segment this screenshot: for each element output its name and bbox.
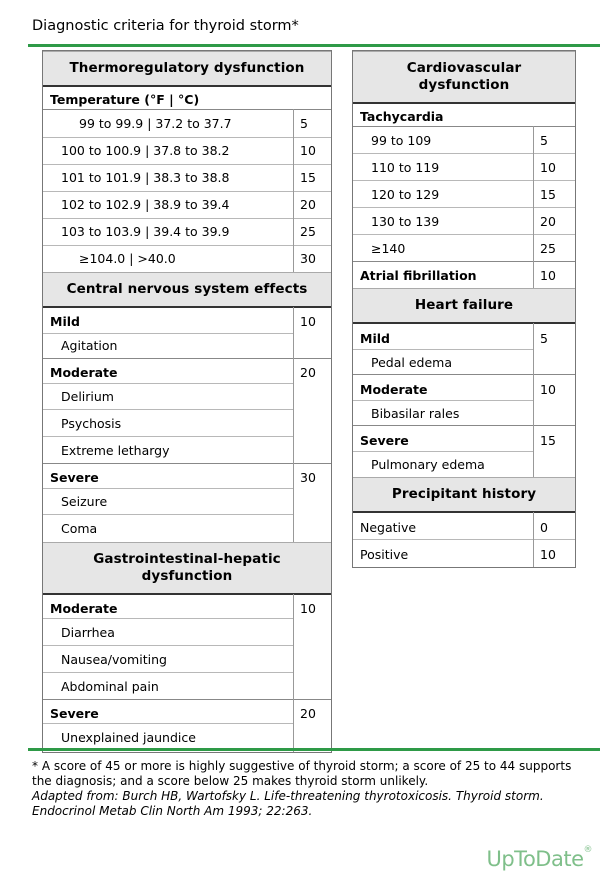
thermo-header: Thermoregulatory dysfunction	[43, 51, 331, 87]
thermo-row-label: ≥104.0 | >40.0	[79, 251, 176, 266]
gi-moderate-points: 10	[300, 601, 316, 616]
hf-item: Pulmonary edema	[371, 457, 485, 472]
thermo-row-points: 30	[300, 251, 316, 266]
cardio-row-points: 25	[540, 241, 556, 256]
hf-item: Bibasilar rales	[371, 406, 460, 421]
cns-header: Central nervous system effects	[43, 272, 331, 308]
hf-item: Pedal edema	[371, 355, 452, 370]
thermo-row-label: 103 to 103.9 | 39.4 to 39.9	[61, 224, 230, 239]
cns-moderate-points: 20	[300, 365, 316, 380]
cns-item: Seizure	[61, 494, 108, 509]
cardio-row-points: 5	[540, 133, 548, 148]
bottom-divider	[28, 748, 600, 751]
page-title: Diagnostic criteria for thyroid storm*	[32, 18, 299, 34]
cns-item: Delirium	[61, 389, 114, 404]
right-table	[352, 50, 576, 568]
thermo-row-label: 101 to 101.9 | 38.3 to 38.8	[61, 170, 230, 185]
hf-mild-points: 5	[540, 331, 548, 346]
cns-moderate-label: Moderate	[50, 365, 118, 380]
top-divider	[28, 44, 600, 47]
gi-item: Abdominal pain	[61, 679, 159, 694]
cns-severe-points: 30	[300, 470, 316, 485]
cns-item: Extreme lethargy	[61, 443, 170, 458]
footnote-source: Adapted from: Burch HB, Wartofsky L. Life-threatening thyrotoxicosis. Thyroid storm. Endocrinol Metab Clin North Am 1993; 22:263.	[32, 789, 544, 818]
thermo-row-label: 100 to 100.9 | 37.8 to 38.2	[61, 143, 230, 158]
cardio-row-label: 130 to 139	[371, 214, 440, 229]
left-table	[42, 50, 332, 753]
footnote-score-text: * A score of 45 or more is highly suggestive of thyroid storm; a score of 25 to 44 supports the diagnosis; and a score below 25 makes thyroid storm unlikely.	[32, 759, 572, 788]
cardio-row-label: 99 to 109	[371, 133, 432, 148]
gi-severe-points: 20	[300, 706, 316, 721]
afib-label: Atrial fibrillation	[360, 268, 477, 283]
hf-severe-label: Severe	[360, 433, 409, 448]
hf-severe-points: 15	[540, 433, 556, 448]
hf-moderate-label: Moderate	[360, 382, 428, 397]
footnote	[32, 759, 572, 819]
uptodate-logo: UpToDate®	[486, 845, 592, 871]
gi-item: Unexplained jaundice	[61, 730, 196, 745]
cardio-header: Cardiovascular dysfunction	[353, 51, 575, 104]
cns-severe-label: Severe	[50, 470, 99, 485]
precip-header: Precipitant history	[353, 477, 575, 513]
hf-header: Heart failure	[353, 288, 575, 324]
afib-points: 10	[540, 268, 556, 283]
thermo-row-label: 99 to 99.9 | 37.2 to 37.7	[79, 116, 232, 131]
cns-item: Agitation	[61, 338, 118, 353]
gi-item: Diarrhea	[61, 625, 115, 640]
precip-row-points: 0	[540, 520, 548, 535]
cardio-row-points: 10	[540, 160, 556, 175]
cns-item: Coma	[61, 521, 98, 536]
cardio-row-label: 110 to 119	[371, 160, 440, 175]
cardio-row-label: ≥140	[371, 241, 406, 256]
cns-item: Psychosis	[61, 416, 122, 431]
thermo-row-points: 25	[300, 224, 316, 239]
thermo-row-points: 15	[300, 170, 316, 185]
precip-row-points: 10	[540, 547, 556, 562]
thermo-row-points: 20	[300, 197, 316, 212]
cardio-row-points: 15	[540, 187, 556, 202]
gi-header: Gastrointestinal-hepatic dysfunction	[43, 542, 331, 595]
precip-row-label: Negative	[360, 520, 417, 535]
gi-item: Nausea/vomiting	[61, 652, 167, 667]
gi-moderate-label: Moderate	[50, 601, 118, 616]
cardio-row-label: 120 to 129	[371, 187, 440, 202]
tachycardia-group-label: Tachycardia	[360, 109, 444, 124]
cardio-row-points: 20	[540, 214, 556, 229]
cns-mild-label: Mild	[50, 314, 80, 329]
hf-moderate-points: 10	[540, 382, 556, 397]
thermo-row-points: 5	[300, 116, 308, 131]
cns-mild-points: 10	[300, 314, 316, 329]
thermo-row-label: 102 to 102.9 | 38.9 to 39.4	[61, 197, 230, 212]
temperature-group-label: Temperature (°F | °C)	[50, 92, 200, 107]
thermo-row-points: 10	[300, 143, 316, 158]
hf-mild-label: Mild	[360, 331, 390, 346]
precip-row-label: Positive	[360, 547, 409, 562]
gi-severe-label: Severe	[50, 706, 99, 721]
